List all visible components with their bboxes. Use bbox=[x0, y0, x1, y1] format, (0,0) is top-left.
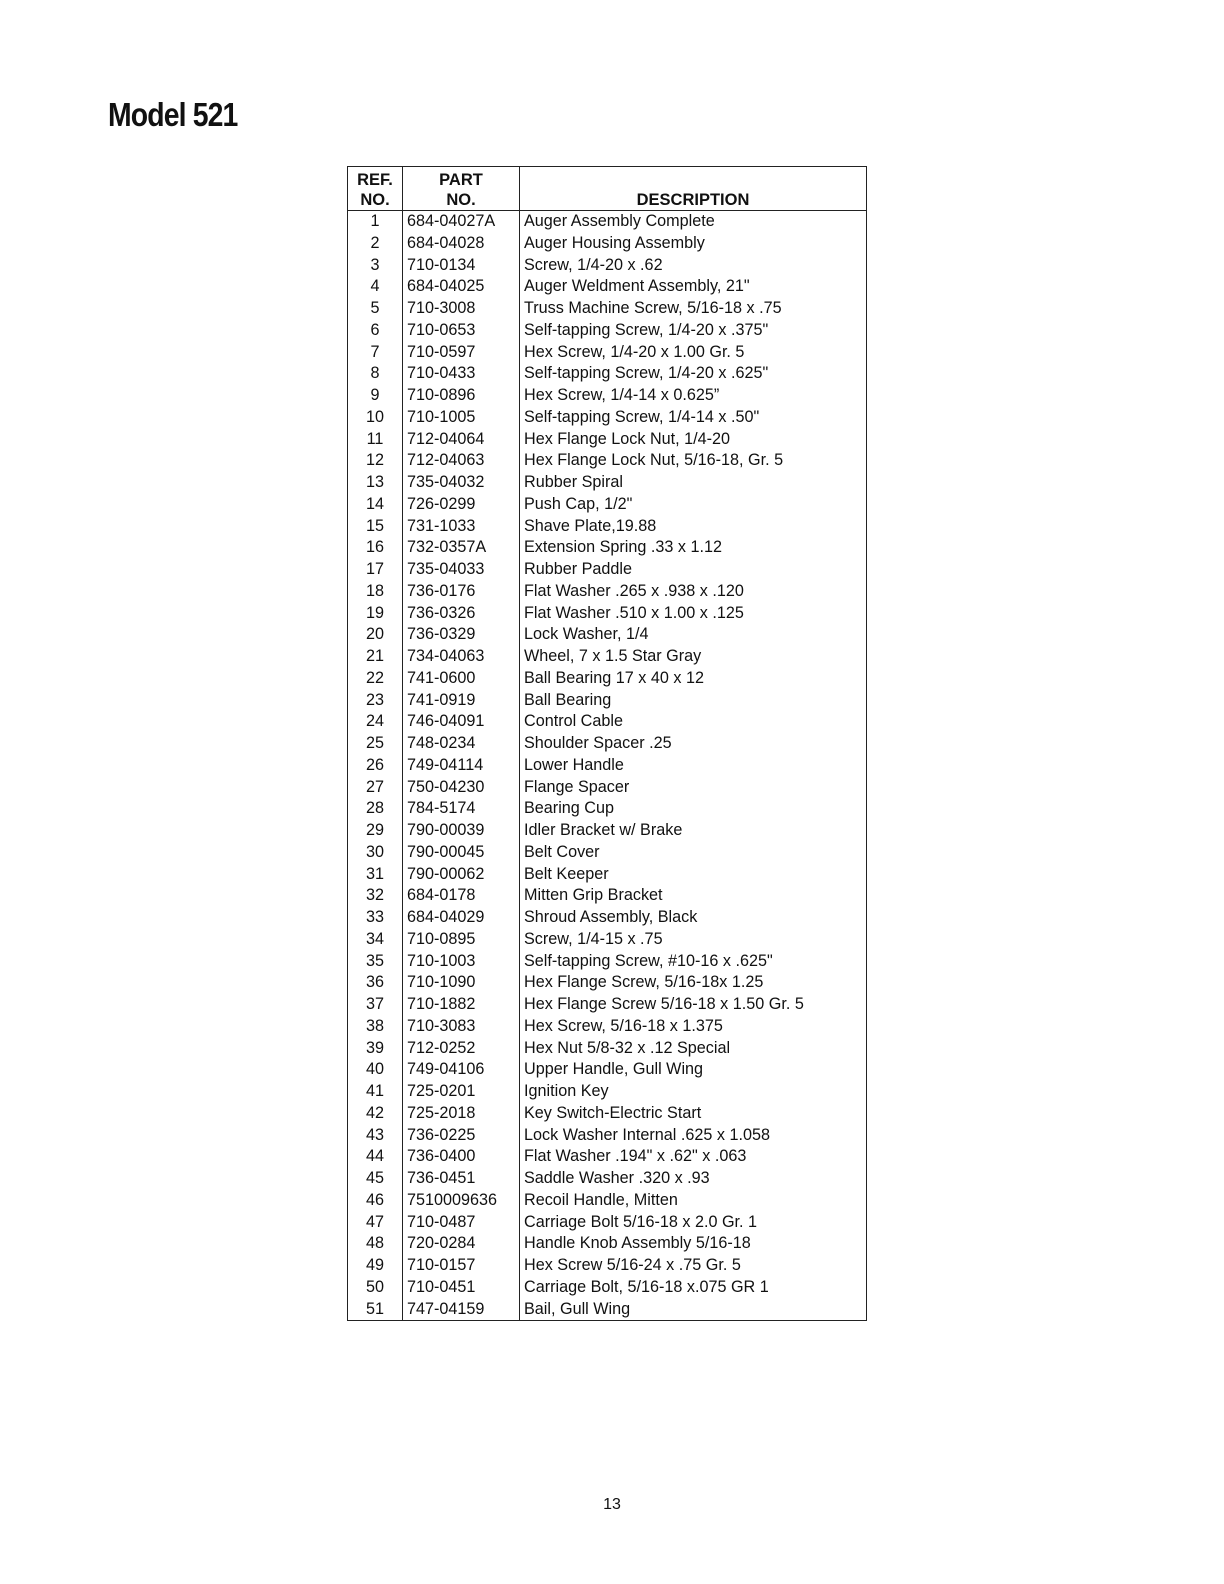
description-cell: Flat Washer .194" x .62" x .063 bbox=[520, 1146, 867, 1168]
ref-no-cell: 33 bbox=[365, 908, 384, 926]
part-no-cell: 736-0451 bbox=[403, 1168, 520, 1190]
part-no-cell: 736-0326 bbox=[403, 603, 520, 625]
description-cell: Key Switch-Electric Start bbox=[520, 1103, 867, 1125]
table-row bbox=[348, 211, 867, 233]
part-no-cell: 725-2018 bbox=[403, 1103, 520, 1125]
part-no-cell: 710-1003 bbox=[403, 951, 520, 973]
table-row bbox=[348, 646, 867, 668]
table-row bbox=[348, 255, 867, 277]
description-cell: Self-tapping Screw, 1/4-20 x .375" bbox=[520, 320, 867, 342]
description-cell: Auger Weldment Assembly, 21" bbox=[520, 276, 867, 298]
table-row bbox=[348, 363, 867, 385]
table-row bbox=[348, 494, 867, 516]
part-no-cell: 732-0357A bbox=[403, 537, 520, 559]
description-cell: Hex Flange Lock Nut, 1/4-20 bbox=[520, 429, 867, 451]
table-row bbox=[348, 711, 867, 733]
table-row bbox=[348, 907, 867, 929]
part-no-cell: 710-3008 bbox=[403, 298, 520, 320]
part-no-cell: 710-0487 bbox=[403, 1212, 520, 1234]
table-row bbox=[348, 450, 867, 472]
ref-no-cell: 1 bbox=[370, 212, 380, 230]
table-row bbox=[348, 733, 867, 755]
description-cell: Idler Bracket w/ Brake bbox=[520, 820, 867, 842]
description-cell: Hex Flange Screw 5/16-18 x 1.50 Gr. 5 bbox=[520, 994, 867, 1016]
part-no-cell: 684-04028 bbox=[403, 233, 520, 255]
description-cell: Hex Screw 5/16-24 x .75 Gr. 5 bbox=[520, 1255, 867, 1277]
ref-no-cell: 37 bbox=[365, 995, 384, 1013]
part-no-cell: 749-04114 bbox=[403, 755, 520, 777]
ref-no-cell: 28 bbox=[365, 799, 384, 818]
table-row bbox=[348, 1255, 867, 1277]
table-row bbox=[348, 820, 867, 842]
ref-no-cell: 32 bbox=[365, 886, 384, 905]
table-row bbox=[348, 690, 867, 712]
part-no-cell: 710-1005 bbox=[403, 407, 520, 429]
part-no-cell: 748-0234 bbox=[403, 733, 520, 755]
table-row bbox=[348, 385, 867, 407]
part-no-cell: 736-0329 bbox=[403, 624, 520, 646]
ref-no-cell: 17 bbox=[365, 560, 384, 578]
part-no-cell: 790-00062 bbox=[403, 864, 520, 886]
part-no-cell: 731-1033 bbox=[403, 516, 520, 538]
page-number: 13 bbox=[603, 1496, 621, 1513]
ref-no-cell: 35 bbox=[365, 951, 384, 970]
description-cell: Ball Bearing bbox=[520, 690, 867, 712]
part-header-line2: NO. bbox=[446, 191, 476, 209]
ref-no-cell: 47 bbox=[365, 1212, 384, 1231]
parts-table-body bbox=[348, 211, 867, 1321]
table-row bbox=[348, 1168, 867, 1190]
description-cell: Shoulder Spacer .25 bbox=[520, 733, 867, 755]
table-row bbox=[348, 951, 867, 973]
table-row bbox=[348, 407, 867, 429]
part-no-cell: 712-04064 bbox=[403, 429, 520, 451]
part-no-cell: 710-1090 bbox=[403, 972, 520, 994]
table-row bbox=[348, 1038, 867, 1060]
table-row bbox=[348, 1146, 867, 1168]
part-no-cell: 790-00039 bbox=[403, 820, 520, 842]
description-cell: Carriage Bolt 5/16-18 x 2.0 Gr. 1 bbox=[520, 1212, 867, 1234]
ref-no-cell: 29 bbox=[365, 821, 384, 839]
description-cell: Auger Housing Assembly bbox=[520, 233, 867, 255]
part-header-line1: PART bbox=[439, 171, 483, 189]
ref-no-cell: 46 bbox=[365, 1190, 384, 1209]
table-row bbox=[348, 581, 867, 603]
ref-no-cell: 27 bbox=[365, 777, 384, 796]
description-cell: Hex Nut 5/8-32 x .12 Special bbox=[520, 1038, 867, 1060]
description-header bbox=[520, 167, 867, 211]
description-header-label: DESCRIPTION bbox=[636, 191, 750, 209]
part-no-cell: 710-1882 bbox=[403, 994, 520, 1016]
ref-no-cell: 49 bbox=[365, 1256, 384, 1274]
table-row bbox=[348, 1277, 867, 1299]
description-cell: Push Cap, 1/2" bbox=[520, 494, 867, 516]
description-cell: Rubber Spiral bbox=[520, 472, 867, 494]
table-row bbox=[348, 668, 867, 690]
part-no-cell: 710-0134 bbox=[403, 255, 520, 277]
part-no-cell: 736-0225 bbox=[403, 1125, 520, 1147]
part-no-cell: 790-00045 bbox=[403, 842, 520, 864]
ref-no-cell: 41 bbox=[365, 1082, 384, 1100]
description-cell: Self-tapping Screw, #10-16 x .625" bbox=[520, 951, 867, 973]
description-cell: Handle Knob Assembly 5/16-18 bbox=[520, 1233, 867, 1255]
ref-no-cell: 31 bbox=[365, 864, 384, 883]
part-no-cell: 720-0284 bbox=[403, 1233, 520, 1255]
ref-no-cell: 10 bbox=[365, 407, 384, 426]
table-row bbox=[348, 342, 867, 364]
table-row bbox=[348, 864, 867, 886]
table-row bbox=[348, 1059, 867, 1081]
description-cell: Self-tapping Screw, 1/4-20 x .625" bbox=[520, 363, 867, 385]
table-row bbox=[348, 233, 867, 255]
ref-no-cell: 16 bbox=[365, 538, 384, 557]
ref-no-cell: 42 bbox=[365, 1103, 384, 1122]
part-no-cell: 784-5174 bbox=[403, 798, 520, 820]
description-cell: Hex Flange Screw, 5/16-18x 1.25 bbox=[520, 972, 867, 994]
table-row bbox=[348, 298, 867, 320]
page-title: Model 521 bbox=[108, 96, 238, 133]
ref-no-cell: 7 bbox=[370, 342, 380, 361]
part-no-cell: 746-04091 bbox=[403, 711, 520, 733]
table-row bbox=[348, 603, 867, 625]
ref-no-cell: 21 bbox=[365, 647, 384, 665]
header-row bbox=[348, 167, 867, 211]
table-row bbox=[348, 472, 867, 494]
description-cell: Recoil Handle, Mitten bbox=[520, 1190, 867, 1212]
ref-no-cell: 36 bbox=[365, 973, 384, 992]
description-cell: Upper Handle, Gull Wing bbox=[520, 1059, 867, 1081]
description-cell: Saddle Washer .320 x .93 bbox=[520, 1168, 867, 1190]
ref-no-cell: 11 bbox=[366, 429, 384, 448]
part-no-cell: 710-0451 bbox=[403, 1277, 520, 1299]
description-cell: Bearing Cup bbox=[520, 798, 867, 820]
part-no-cell: 725-0201 bbox=[403, 1081, 520, 1103]
description-cell: Lock Washer Internal .625 x 1.058 bbox=[520, 1125, 867, 1147]
description-cell: Lock Washer, 1/4 bbox=[520, 624, 867, 646]
ref-no-cell: 43 bbox=[365, 1125, 384, 1144]
part-no-cell: 736-0176 bbox=[403, 581, 520, 603]
description-cell: Ignition Key bbox=[520, 1081, 867, 1103]
ref-no-cell: 50 bbox=[365, 1277, 384, 1296]
description-cell: Shroud Assembly, Black bbox=[520, 907, 867, 929]
table-row bbox=[348, 929, 867, 951]
part-no-cell: 710-0896 bbox=[403, 385, 520, 407]
ref-no-cell: 13 bbox=[365, 473, 384, 491]
description-cell: Bail, Gull Wing bbox=[520, 1299, 867, 1321]
table-row bbox=[348, 1081, 867, 1103]
table-row bbox=[348, 537, 867, 559]
description-cell: Shave Plate,19.88 bbox=[520, 516, 867, 538]
ref-no-cell: 5 bbox=[370, 299, 380, 317]
part-no-cell: 710-3083 bbox=[403, 1016, 520, 1038]
description-cell: Hex Flange Lock Nut, 5/16-18, Gr. 5 bbox=[520, 450, 867, 472]
ref-no-cell: 6 bbox=[370, 320, 380, 339]
ref-no-cell: 45 bbox=[365, 1169, 384, 1187]
description-cell: Lower Handle bbox=[520, 755, 867, 777]
description-cell: Hex Screw, 1/4-14 x 0.625” bbox=[520, 385, 867, 407]
part-no-cell: 684-0178 bbox=[403, 885, 520, 907]
ref-no-cell: 4 bbox=[370, 277, 380, 296]
ref-no-header bbox=[348, 167, 403, 211]
table-row bbox=[348, 777, 867, 799]
ref-no-cell: 12 bbox=[365, 451, 384, 470]
description-cell: Flat Washer .265 x .938 x .120 bbox=[520, 581, 867, 603]
ref-no-cell: 30 bbox=[365, 842, 384, 861]
description-cell: Ball Bearing 17 x 40 x 12 bbox=[520, 668, 867, 690]
table-row bbox=[348, 842, 867, 864]
ref-no-cell: 34 bbox=[365, 929, 384, 948]
ref-no-cell: 14 bbox=[365, 494, 384, 513]
ref-no-cell: 51 bbox=[365, 1299, 384, 1318]
table-row bbox=[348, 1299, 867, 1321]
part-no-header bbox=[403, 167, 520, 211]
description-cell: Flange Spacer bbox=[520, 777, 867, 799]
parts-table bbox=[347, 166, 867, 1321]
description-cell: Extension Spring .33 x 1.12 bbox=[520, 537, 867, 559]
part-no-cell: 735-04033 bbox=[403, 559, 520, 581]
table-row bbox=[348, 1190, 867, 1212]
description-cell: Self-tapping Screw, 1/4-14 x .50" bbox=[520, 407, 867, 429]
table-row bbox=[348, 1103, 867, 1125]
table-row bbox=[348, 624, 867, 646]
table-row bbox=[348, 994, 867, 1016]
parts-table-header bbox=[348, 167, 867, 211]
description-cell: Screw, 1/4-20 x .62 bbox=[520, 255, 867, 277]
ref-no-cell: 19 bbox=[365, 603, 384, 622]
ref-no-cell: 9 bbox=[370, 386, 380, 404]
part-no-cell: 741-0919 bbox=[403, 690, 520, 712]
part-no-cell: 710-0597 bbox=[403, 342, 520, 364]
ref-no-cell: 3 bbox=[370, 255, 380, 274]
table-row bbox=[348, 798, 867, 820]
description-cell: Auger Assembly Complete bbox=[520, 211, 867, 233]
table-row bbox=[348, 320, 867, 342]
table-row bbox=[348, 516, 867, 538]
description-cell: Truss Machine Screw, 5/16-18 x .75 bbox=[520, 298, 867, 320]
table-row bbox=[348, 972, 867, 994]
description-cell: Mitten Grip Bracket bbox=[520, 885, 867, 907]
description-cell: Belt Cover bbox=[520, 842, 867, 864]
part-no-cell: 734-04063 bbox=[403, 646, 520, 668]
description-cell: Wheel, 7 x 1.5 Star Gray bbox=[520, 646, 867, 668]
part-no-cell: 684-04025 bbox=[403, 276, 520, 298]
part-no-cell: 710-0895 bbox=[403, 929, 520, 951]
table-row bbox=[348, 1125, 867, 1147]
ref-header-line1: REF. bbox=[357, 171, 393, 189]
part-no-cell: 712-04063 bbox=[403, 450, 520, 472]
description-cell: Carriage Bolt, 5/16-18 x.075 GR 1 bbox=[520, 1277, 867, 1299]
part-no-cell: 7510009636 bbox=[403, 1190, 520, 1212]
ref-no-cell: 20 bbox=[365, 625, 384, 644]
table-row bbox=[348, 276, 867, 298]
description-cell: Hex Screw, 1/4-20 x 1.00 Gr. 5 bbox=[520, 342, 867, 364]
ref-no-cell: 38 bbox=[365, 1016, 384, 1035]
ref-no-cell: 2 bbox=[370, 233, 380, 252]
ref-no-cell: 22 bbox=[365, 668, 384, 687]
description-cell: Belt Keeper bbox=[520, 864, 867, 886]
table-row bbox=[348, 755, 867, 777]
part-no-cell: 747-04159 bbox=[403, 1299, 520, 1321]
ref-no-cell: 44 bbox=[365, 1147, 384, 1166]
ref-header-line2: NO. bbox=[360, 191, 390, 209]
description-cell: Flat Washer .510 x 1.00 x .125 bbox=[520, 603, 867, 625]
ref-no-cell: 23 bbox=[365, 690, 384, 709]
part-no-cell: 684-04027A bbox=[403, 211, 520, 233]
ref-no-cell: 24 bbox=[365, 712, 384, 731]
ref-no-cell: 15 bbox=[365, 516, 384, 535]
description-cell: Control Cable bbox=[520, 711, 867, 733]
table-row bbox=[348, 559, 867, 581]
part-no-cell: 749-04106 bbox=[403, 1059, 520, 1081]
ref-no-cell: 40 bbox=[365, 1060, 384, 1079]
table-row bbox=[348, 1212, 867, 1234]
part-no-cell: 684-04029 bbox=[403, 907, 520, 929]
description-cell: Rubber Paddle bbox=[520, 559, 867, 581]
part-no-cell: 710-0157 bbox=[403, 1255, 520, 1277]
part-no-cell: 712-0252 bbox=[403, 1038, 520, 1060]
part-no-cell: 750-04230 bbox=[403, 777, 520, 799]
part-no-cell: 726-0299 bbox=[403, 494, 520, 516]
part-no-cell: 735-04032 bbox=[403, 472, 520, 494]
table-row bbox=[348, 1016, 867, 1038]
ref-no-cell: 18 bbox=[365, 581, 384, 600]
ref-no-cell: 8 bbox=[370, 364, 380, 383]
ref-no-cell: 26 bbox=[365, 755, 384, 774]
ref-no-cell: 39 bbox=[365, 1038, 384, 1057]
part-no-cell: 736-0400 bbox=[403, 1146, 520, 1168]
ref-no-cell: 48 bbox=[365, 1234, 384, 1253]
table-row bbox=[348, 1233, 867, 1255]
table-row bbox=[348, 885, 867, 907]
part-no-cell: 710-0433 bbox=[403, 363, 520, 385]
table-row bbox=[348, 429, 867, 451]
part-no-cell: 741-0600 bbox=[403, 668, 520, 690]
part-no-cell: 710-0653 bbox=[403, 320, 520, 342]
description-cell: Screw, 1/4-15 x .75 bbox=[520, 929, 867, 951]
ref-no-cell: 25 bbox=[365, 734, 384, 752]
description-cell: Hex Screw, 5/16-18 x 1.375 bbox=[520, 1016, 867, 1038]
